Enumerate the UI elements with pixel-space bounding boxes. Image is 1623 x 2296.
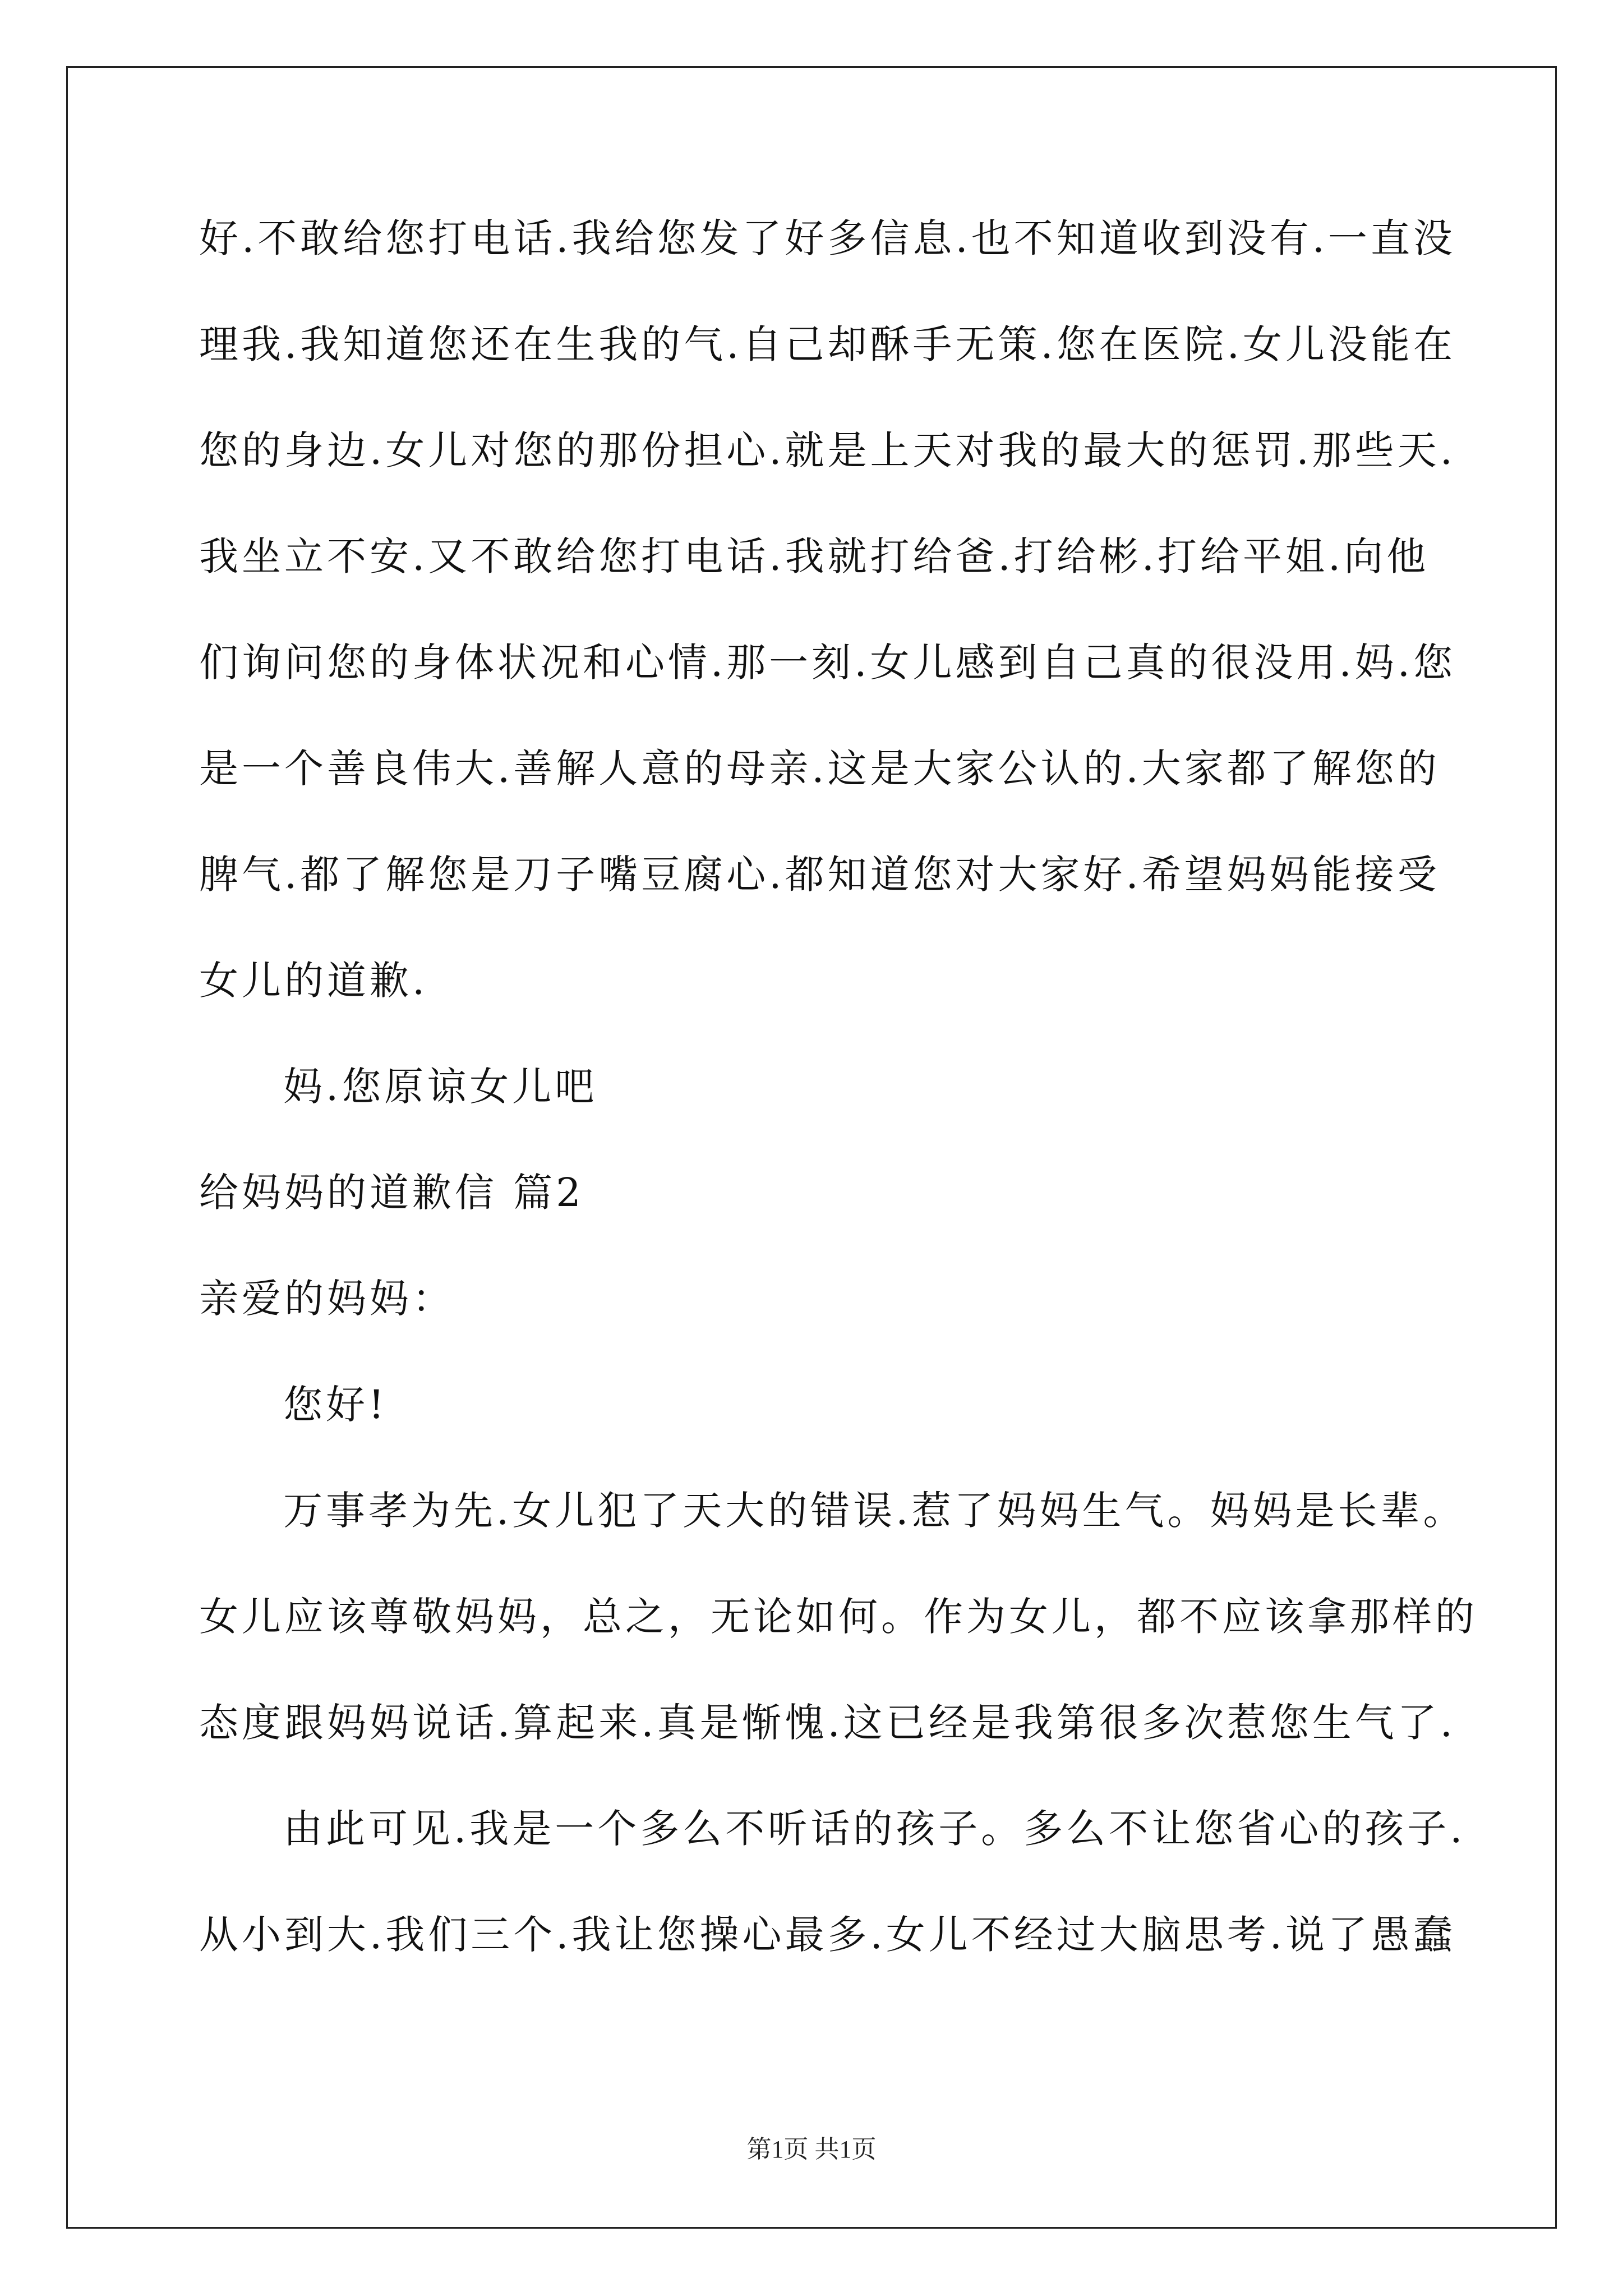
text-line: 万事孝为先.女儿犯了天大的错误.惹了妈妈生气。妈妈是长辈。 [283,1488,1466,1534]
text-line: 们询问您的身体状况和心情.那一刻.女儿感到自己真的很没用.妈.您 [199,639,1456,685]
document-body [199,215,1478,2021]
text-line: 妈.您原谅女儿吧 [283,1064,598,1110]
text-line: 态度跟妈妈说话.算起来.真是惭愧.这已经是我第很多次惹您生气了. [199,1700,1456,1746]
salutation: 亲爱的妈妈： [199,1276,455,1322]
section-heading: 给妈妈的道歉信 篇2 [199,1170,584,1216]
text-line: 好.不敢给您打电话.我给您发了好多信息.也不知道收到没有.一直没 [199,215,1456,261]
text-line: 由此可见.我是一个多么不听话的孩子。多么不让您省心的孩子. [283,1806,1466,1852]
text-line: 理我.我知道您还在生我的气.自己却酥手无策.您在医院.女儿没能在 [199,321,1456,367]
text-line: 您的身边.女儿对您的那份担心.就是上天对我的最大的惩罚.那些天. [199,427,1456,473]
text-line: 我坐立不安.又不敢给您打电话.我就打给爸.打给彬.打给平姐.向他 [199,533,1430,579]
text-line: 脾气.都了解您是刀子嘴豆腐心.都知道您对大家好.希望妈妈能接受 [199,852,1440,898]
text-line: 是一个善良伟大.善解人意的母亲.这是大家公认的.大家都了解您的 [199,746,1440,792]
text-line: 女儿应该尊敬妈妈，总之，无论如何。作为女儿，都不应该拿那样的 [199,1594,1478,1640]
greeting: 您好! [283,1382,388,1428]
text-line: 从小到大.我们三个.我让您操心最多.女儿不经过大脑思考.说了愚蠢 [199,1912,1456,1958]
page-footer: 第1页 共1页 [746,2136,877,2163]
text-line: 女儿的道歉. [199,958,428,1004]
